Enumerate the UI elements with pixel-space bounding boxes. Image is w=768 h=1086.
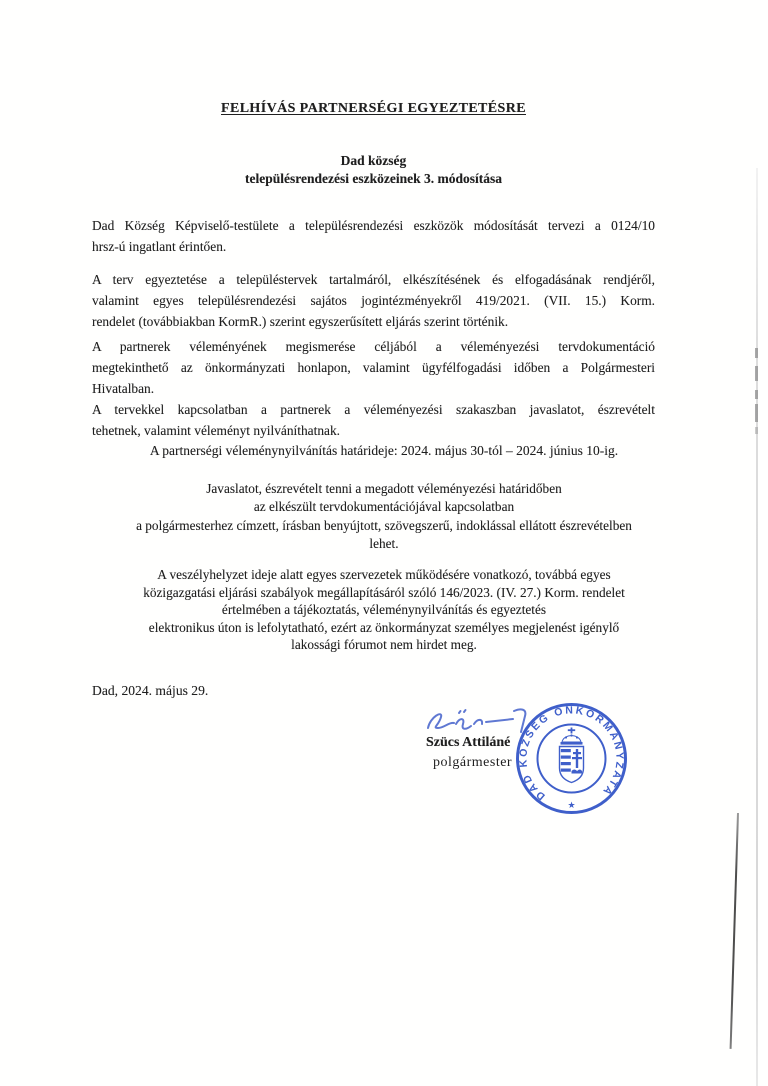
emergency-regulation-note	[74, 566, 694, 654]
paragraph-3	[92, 336, 655, 441]
subtitle-line-2: településrendezési eszközeinek 3. módosítása	[245, 170, 502, 186]
signatory-name: Szücs Attiláné	[426, 735, 511, 750]
paragraph-3-line: A partnerek véleményének megismerése céljából a véleményezési tervdokumentáció	[92, 339, 655, 354]
regulation-line: lakossági fórumot nem hirdet meg.	[291, 637, 477, 653]
submission-line: az elkészült tervdokumentációjával kapcsolatban	[253, 499, 515, 515]
scan-artifact-dash	[755, 404, 758, 422]
paragraph-3-line: tehetnek, valamint véleményt nyilváníthatnak.	[92, 423, 341, 438]
scan-fold-line	[730, 813, 739, 1049]
paragraph-2	[92, 269, 655, 332]
date-line: Dad, 2024. május 29.	[92, 683, 209, 698]
deadline-text: A partnerségi véleménynyilvánítás határideje: 2024. május 30-tól – 2024. június 10-ig.	[149, 443, 619, 458]
regulation-line: közigazgatási eljárási szabályok megállapításáról szóló 146/2023. (IV. 27.) Korm. rendelet	[143, 584, 625, 600]
regulation-line: értelmében a tájékoztatás, véleménynyilvánítás és egyeztetés	[221, 602, 547, 618]
submission-instructions	[74, 480, 694, 554]
document-subtitle	[92, 152, 655, 187]
paragraph-3-line: megtekinthető az önkormányzati honlapon, valamint ügyfélfogadási időben a Polgármesteri	[92, 360, 655, 375]
paragraph-1-line: Dad Község Képviselő-testülete a településrendezési eszközök módosítását tervezi a 0124/10	[92, 218, 655, 233]
scan-artifact-dash	[755, 390, 758, 399]
paragraph-2-line: rendelet (továbbiakban KormR.) szerint egyszerűsített eljárás szerint történik.	[92, 314, 509, 329]
deadline-statement	[74, 443, 694, 459]
regulation-line: A veszélyhelyzet ideje alatt egyes szervezetek működésére vonatkozó, továbbá egyes	[157, 567, 611, 582]
document-title: FELHÍVÁS PARTNERSÉGI EGYEZTETÉSRE	[221, 101, 526, 116]
paragraph-3-line: Hivatalban.	[92, 381, 155, 396]
scan-artifact-dash	[755, 427, 758, 434]
submission-line: a polgármesterhez címzett, írásban benyújtott, szövegszerű, indoklással ellátott észrevételben	[136, 517, 632, 533]
scan-edge-line	[756, 168, 758, 1086]
submission-line: lehet.	[369, 536, 399, 552]
signatory-title: polgármester	[433, 755, 513, 770]
stamp-curved-text: DAD KÖZSÉG ÖNKORMÁNYZATA	[517, 704, 626, 803]
paragraph-3-line: A tervekkel kapcsolatban a partnerek a véleményezési szakaszban javaslatot, észrevételt	[92, 402, 655, 417]
scan-artifact-dash	[755, 348, 758, 358]
subtitle-line-1: Dad község	[340, 153, 407, 168]
paragraph-1-line: hrsz-ú ingatlant érintően.	[92, 239, 227, 254]
submission-line: Javaslatot, észrevételt tenni a megadott véleményezési határidőben	[206, 481, 562, 496]
scan-artifact-dash	[755, 366, 758, 381]
paragraph-2-line: A terv egyeztetése a településtervek tartalmáról, elkészítésének és elfogadásának rendjéről,	[92, 272, 655, 287]
paragraph-2-line: valamint egyes településrendezési sajátos jogintézményekről 419/2021. (VII. 15.) Korm.	[92, 293, 655, 308]
official-stamp	[514, 701, 629, 816]
paragraph-1	[92, 215, 655, 257]
regulation-line: elektronikus úton is lefolytatható, ezért az önkormányzat személyes megjelenést igénylő	[148, 619, 620, 635]
coat-of-arms-icon	[560, 728, 584, 783]
stamp-star: ★	[567, 800, 576, 810]
